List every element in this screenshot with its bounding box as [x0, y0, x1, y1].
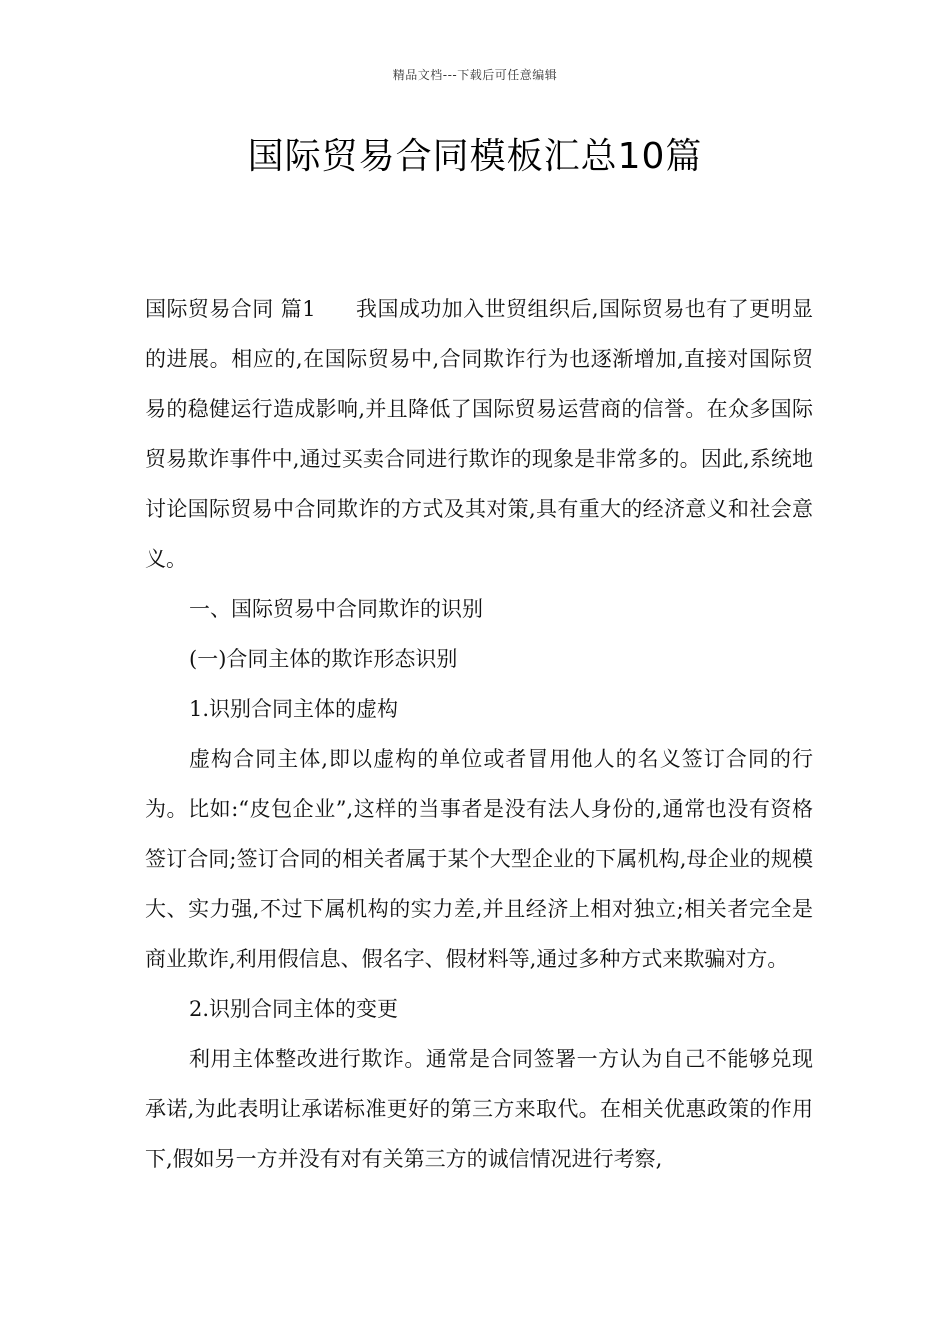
paragraph-2: 利用主体整改进行欺诈。通常是合同签署一方认为自己不能够兑现承诺,为此表明让承诺标准更好的第三方来取代。在相关优惠政策的作用下,假如另一方并没有对有关第三方的诚信情况进行考察, — [145, 1047, 813, 1171]
section-heading: 一、国际贸易中合同欺诈的识别 — [189, 597, 483, 621]
document-body — [145, 284, 813, 1184]
article-heading: 国际贸易合同 篇1 — [145, 297, 316, 321]
item-heading-2: 2.识别合同主体的变更 — [189, 997, 399, 1021]
subsection-heading: (一)合同主体的欺诈形态识别 — [189, 647, 458, 671]
intro-text: 我国成功加入世贸组织后,国际贸易也有了更明显的进展。相应的,在国际贸易中,合同欺诈行为也逐渐增加,直接对国际贸易的稳健运行造成影响,并且降低了国际贸易运营商的信誉。在众多国际贸易欺诈事件中,通过买卖合同进行欺诈的现象是非常多的。因此,系统地讨论国际贸易中合同欺诈的方式及其对策,具有重大的经济意义和社会意义。 — [145, 297, 813, 571]
paragraph-1: 虚构合同主体,即以虚构的单位或者冒用他人的名义签订合同的行为。比如:“皮包企业”,这样的当事者是没有法人身份的,通常也没有资格签订合同;签订合同的相关者属于某个大型企业的下属机构,母企业的规模大、实力强,不过下属机构的实力差,并且经济上相对独立;相关者完全是商业欺诈,利用假信息、假名字、假材料等,通过多种方式来欺骗对方。 — [145, 747, 813, 971]
intro-paragraph — [145, 284, 813, 584]
item-heading-1: 1.识别合同主体的虚构 — [189, 697, 399, 721]
document-title: 国际贸易合同模板汇总10篇 — [247, 136, 703, 177]
header-note: 精品文档---下载后可任意编辑 — [392, 68, 558, 82]
